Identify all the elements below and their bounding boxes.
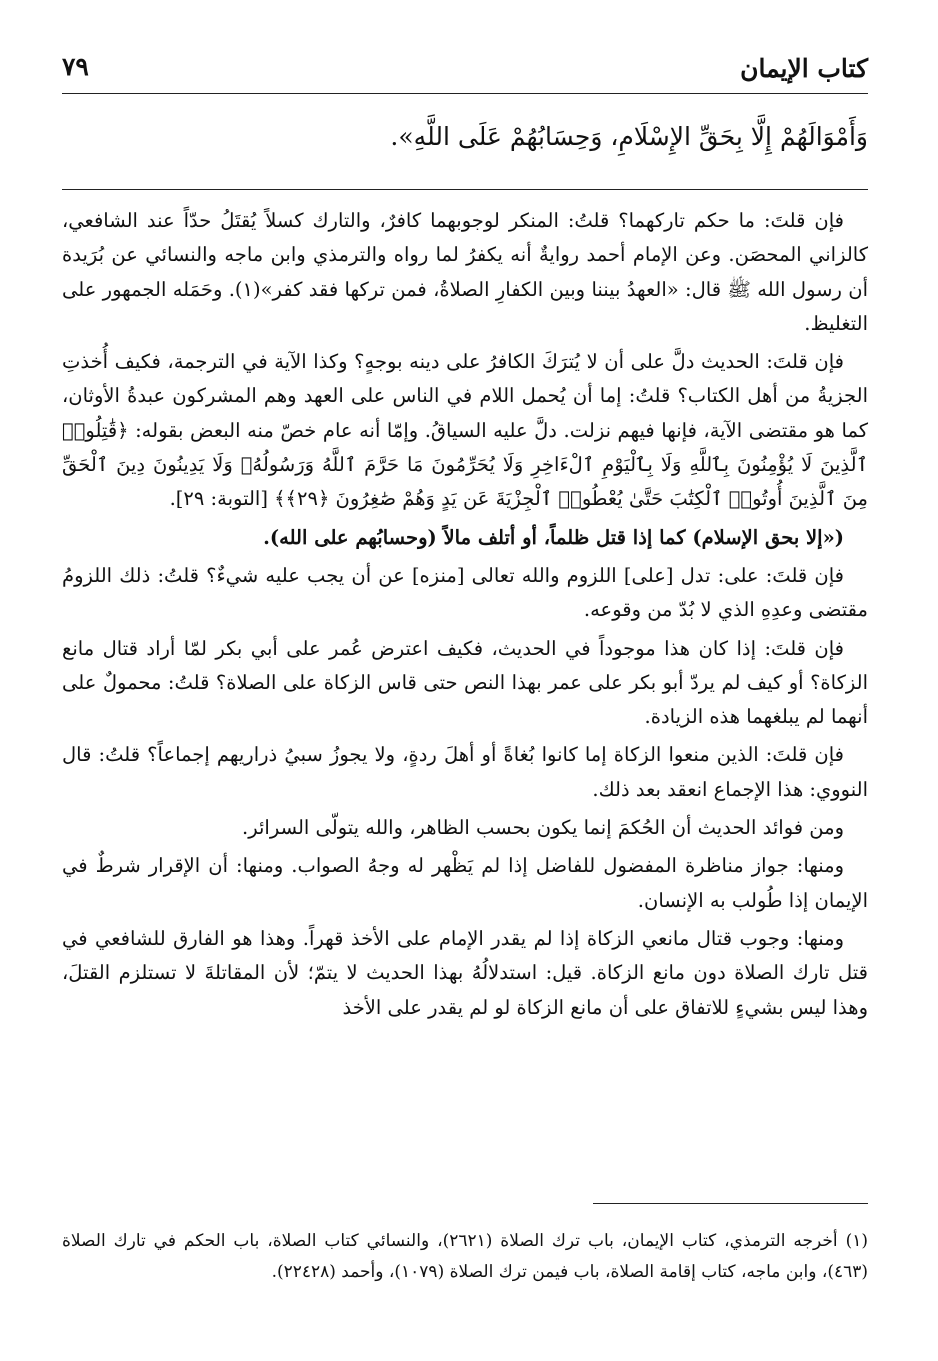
footnote-text: أخرجه الترمذي، كتاب الإيمان، باب ترك الصلاة (٢٦٢١)، والنسائي كتاب الصلاة، باب الحكم في تارك الصلاة (٤٦٣)، وابن ماجه، كتاب إقامة الصلاة، باب فيمن ترك الصلاة (١٠٧٩)، وأحمد (٢٢٤٢٨). bbox=[62, 1231, 868, 1282]
header-divider bbox=[62, 93, 868, 94]
paragraph: فإن قلتَ: إذا كان هذا موجوداً في الحديث، فكيف اعترض عُمر على أبي بكر لمّا أراد قتال مانع الزكاة؟ أو كيف لم يردّ أبو بكر على عمر بهذا النص حتى قاس الزكاة على الصلاة؟ قلتُ: محمولٌ على أنهما لم يبلغهما هذه الزيادة. bbox=[62, 636, 868, 729]
running-title: كتاب الإيمان bbox=[740, 54, 868, 83]
paragraph-lemma: («إلا بحق الإسلام) كما إذا قتل ظلماً، أو أتلف مالاً (وحسابُهم على الله). bbox=[263, 525, 844, 549]
footnote-number: (١) bbox=[845, 1231, 868, 1251]
hadith-divider bbox=[62, 189, 868, 190]
paragraph: ومنها: جواز مناظرة المفضول للفاضل إذا لم يَظْهر له وجهُ الصواب. ومنها: أن الإقرار شرطٌ في الإيمان إذا طُولب به الإنسان. bbox=[62, 854, 868, 912]
book-page bbox=[62, 48, 868, 1282]
footnote-divider bbox=[593, 1203, 868, 1204]
hadith-text-continuation: وَأَمْوَالَهُمْ إِلَّا بِحَقِّ الإِسْلَامِ، وَحِسَابُهُمْ عَلَى اللَّهِ». bbox=[390, 122, 868, 151]
page-header bbox=[62, 48, 868, 90]
page-number: ٧٩ bbox=[62, 52, 89, 81]
paragraph: ومن فوائد الحديث أن الحُكمَ إنما يكون بحسب الظاهر، والله يتولّى السرائر. bbox=[242, 816, 844, 840]
paragraph: فإن قلتَ: الذين منعوا الزكاة إما كانوا بُغاةً أو أهلَ ردةٍ، ولا يجوزُ سبيُ ذراريهم إجماعاً؟ قلتُ: قال النووي: هذا الإجماع انعقد بعد ذلك. bbox=[62, 743, 868, 801]
paragraph: فإن قلتَ: على: تدل [على] اللزوم والله تعالى [منزه] عن أن يجب عليه شيءٌ؟ قلتُ: ذلك اللزومُ مقتضى وعدِهِ الذي لا بُدّ من وقوعه. bbox=[62, 563, 868, 622]
paragraph: فإن قلتَ: ما حكم تاركهما؟ قلتُ: المنكر لوجوبهما كافرٌ، والتارك كسلاً يُقتَلُ حدّاً عند الشافعي، كالزاني المحصَن. وعن الإمام أحمد روايةٌ أنه يكفرُ لما رواه والترمذي وابن ماجه والنسائي عن بُرَيدة أن رسول الله ﷺ قال: «العهدُ بيننا وبين الكفارِ الصلاةُ، فمن تركها فقد كفر»(١). وحَمَله الجمهور على التغليظ. bbox=[62, 209, 868, 335]
footnote bbox=[62, 1226, 868, 1288]
commentary-body bbox=[62, 204, 868, 1029]
paragraph: فإن قلتَ: الحديث دلَّ على أن لا يُترَكَ الكافرُ على دينه بوجهٍ؟ وكذا الآية في الترجمة، فكيف أُخذتِ الجزيةُ من أهل الكتاب؟ قلتُ: إما أن يُحمل اللام في الناس على العهد وهم المشركون عبدةُ الأوثان، كما هو مقتضى الآية، فإنها فيهم نزلت. دلَّ عليه السياقُ. وإمّا أنه عام خصّ منه البعض بقوله: ﴿قَٰتِلُوا۟ ٱلَّذِينَ لَا يُؤْمِنُونَ بِٱللَّهِ وَلَا بِٱلْيَوْمِ ٱلْءَاخِرِ وَلَا يُحَرِّمُونَ مَا حَرَّمَ ٱللَّهُ وَرَسُولُهُۥ وَلَا يَدِينُونَ دِينَ ٱلْحَقِّ مِنَ ٱلَّذِينَ أُوتُوا۟ ٱلْكِتَٰبَ حَتَّىٰ يُعْطُوا۟ ٱلْجِزْيَةَ عَن يَدٍ وَهُمْ صَٰغِرُونَ ﴿٢٩﴾﴾ [التوبة: ٢٩]. bbox=[62, 350, 868, 511]
paragraph: ومنها: وجوب قتال مانعي الزكاة إذا لم يقدر الإمام على الأخذ قهراً. وهذا هو الفارق للشافعي في قتل تارك الصلاة دون مانع الزكاة. قيل: استدلالُهُ بهذا الحديث لا يتمّ؛ لأن المقاتلةَ لا تستلزم القتلَ، وهذا ليس بشيءٍ للاتفاق على أن مانع الزكاة لو لم يقدر على الأخذ bbox=[62, 926, 868, 1019]
